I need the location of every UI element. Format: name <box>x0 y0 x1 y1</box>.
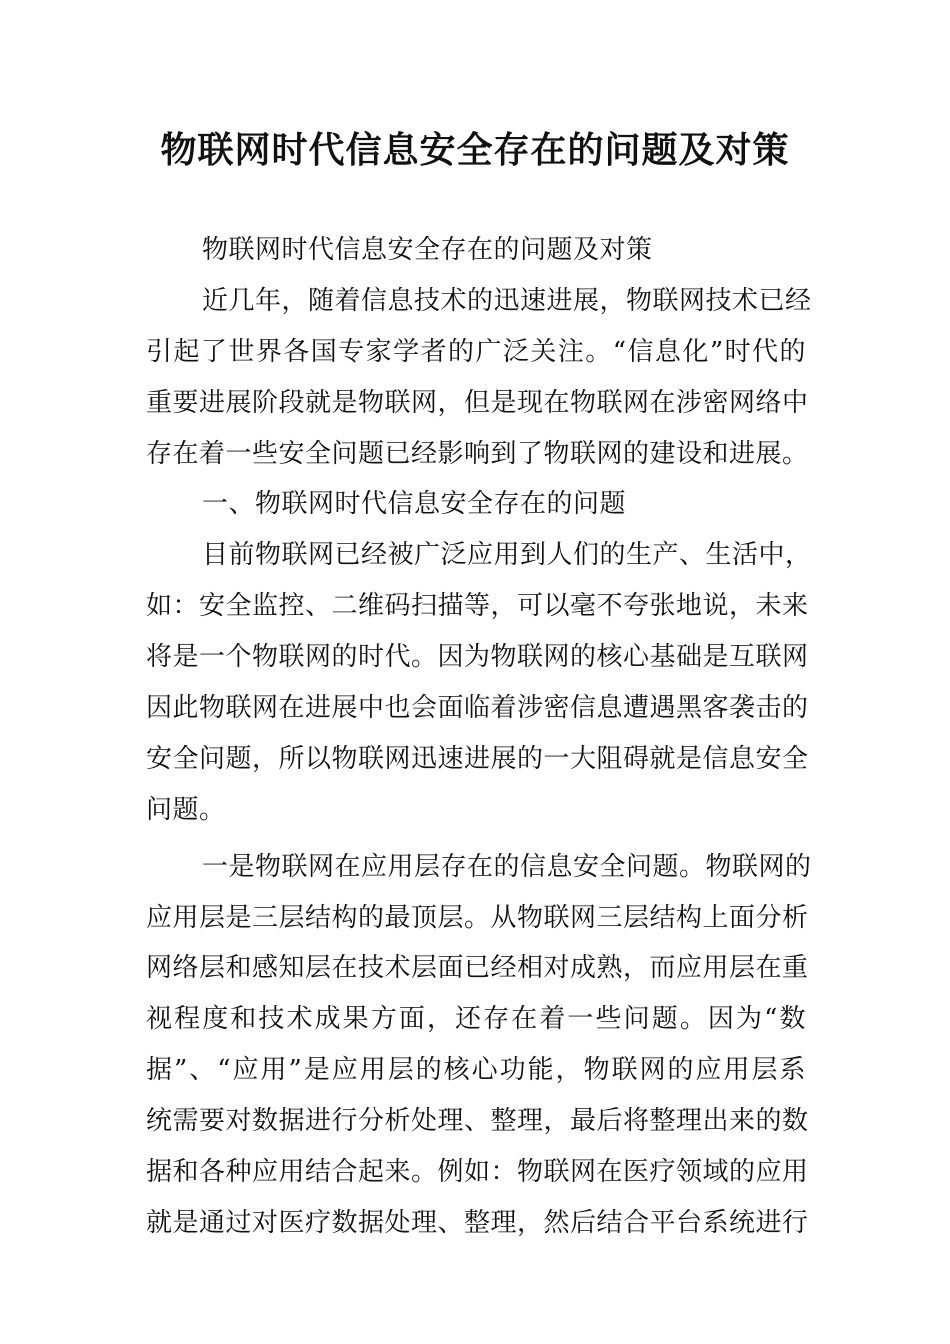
paragraph <box>146 276 812 480</box>
document-title: 物联网时代信息安全存在的问题及对策 <box>160 129 790 171</box>
paragraph-line: 据”、“应用”是应用层的核心功能，物联网的应用层系 <box>146 1055 806 1086</box>
paragraph-line: 近几年，随着信息技术的迅速进展，物联网技术已经 <box>202 285 812 316</box>
paragraph-line: 视程度和技术成果方面，还存在着一些问题。因为“数 <box>146 1004 806 1035</box>
paragraph-line: 物联网时代信息安全存在的问题及对策 <box>202 235 653 265</box>
paragraph <box>146 530 812 835</box>
document-body <box>146 225 812 1249</box>
paragraph-line: 重要进展阶段就是物联网，但是现在物联网在涉密网络中 <box>146 387 809 418</box>
paragraph-line: 因此物联网在进展中也会面临着涉密信息遭遇黑客袭击的 <box>146 693 809 724</box>
paragraph-line: 如：安全监控、二维码扫描等，可以毫不夸张地说，未来 <box>146 591 809 622</box>
paragraph-line: 目前物联网已经被广泛应用到人们的生产、生活中， <box>202 540 812 571</box>
paragraph-line: 据和各种应用结合起来。例如：物联网在医疗领域的应用 <box>146 1157 809 1188</box>
paragraph-line: 引起了世界各国专家学者的广泛关注。“信息化”时代的 <box>146 336 806 367</box>
section-heading: 一、物联网时代信息安全存在的问题 <box>202 489 627 520</box>
paragraph-line: 将是一个物联网的时代。因为物联网的核心基础是互联网 <box>146 642 809 673</box>
paragraph-line: 网络层和感知层在技术层面已经相对成熟，而应用层在重 <box>146 953 809 984</box>
paragraph-line: 一是物联网在应用层存在的信息安全问题。物联网的 <box>202 851 812 882</box>
paragraph-line: 安全问题，所以物联网迅速进展的一大阻碍就是信息安全 <box>146 743 809 774</box>
paragraph-line: 就是通过对医疗数据处理、整理，然后结合平台系统进行 <box>146 1207 809 1238</box>
paragraph <box>146 479 806 530</box>
paragraph-line: 存在着一些安全问题已经影响到了物联网的建设和进展。 <box>146 438 809 469</box>
paragraph <box>146 842 812 1249</box>
paragraph <box>146 225 806 276</box>
paragraph-line: 应用层是三层结构的最顶层。从物联网三层结构上面分析 <box>146 902 809 933</box>
paragraph-line: 问题。 <box>146 794 226 825</box>
paragraph-line: 统需要对数据进行分析处理、整理，最后将整理出来的数 <box>146 1106 809 1137</box>
